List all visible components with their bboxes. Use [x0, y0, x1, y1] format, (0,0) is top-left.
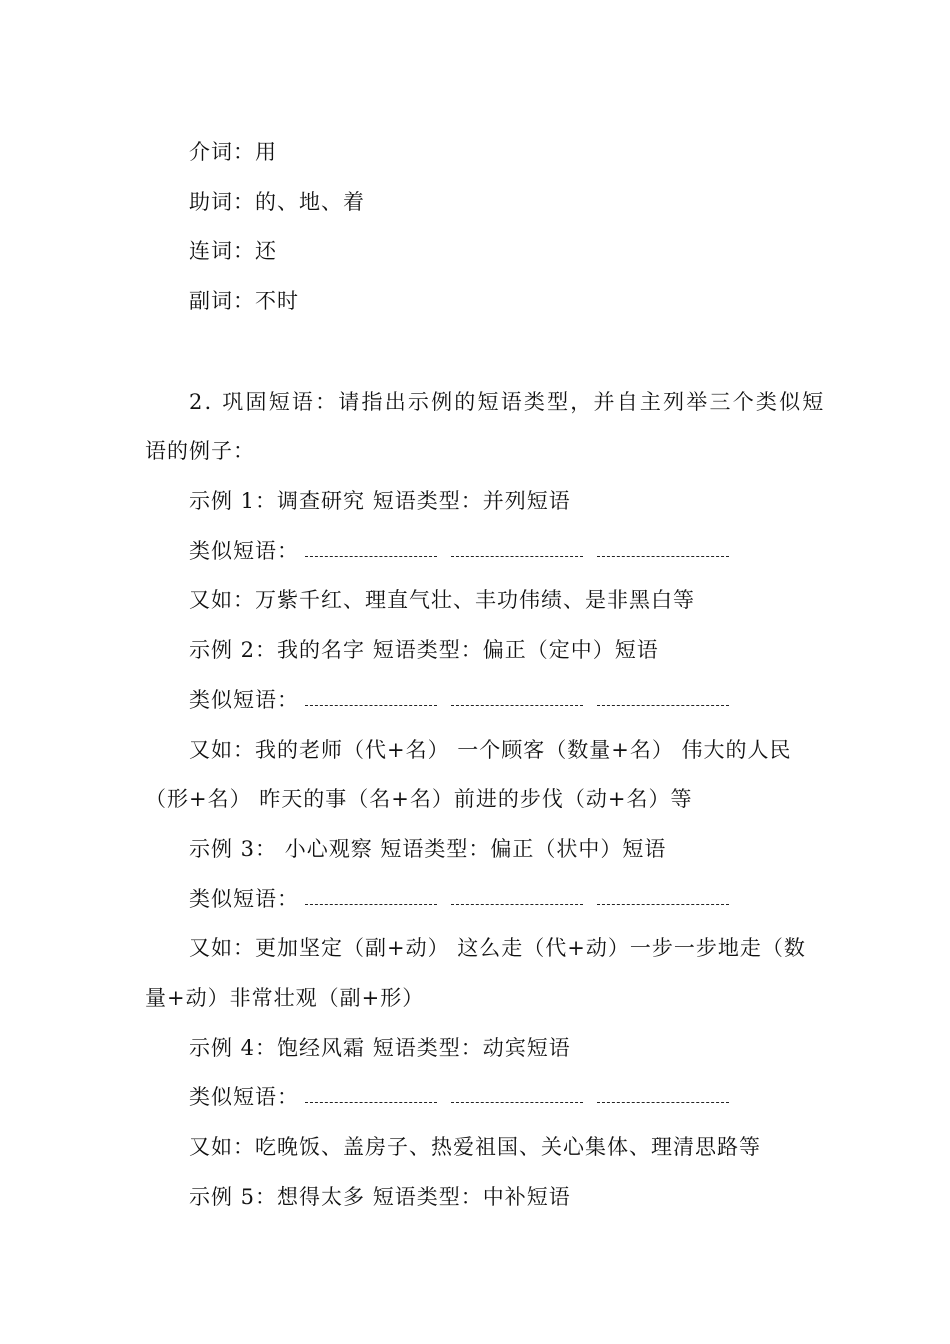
answer-blanks [305, 688, 743, 716]
pos-conjunction-line: 连词：还 [189, 239, 277, 263]
answer-blank[interactable] [597, 705, 729, 706]
answer-blanks [305, 1085, 743, 1113]
exercise-title-line1: 2. 巩固短语：请指出示例的短语类型，并自主列举三个类似短 [189, 390, 826, 414]
example-1-more-line: 又如：万紫千红、理直气壮、丰功伟绩、是非黑白等 [189, 588, 695, 612]
example-4-line: 示例 4：饱经风霜 短语类型：动宾短语 [189, 1036, 571, 1060]
example-1-line: 示例 1：调查研究 短语类型：并列短语 [189, 489, 571, 513]
example-2-line: 示例 2：我的名字 短语类型：偏正（定中）短语 [189, 638, 659, 662]
answer-blank[interactable] [451, 904, 583, 905]
answer-blank[interactable] [451, 1102, 583, 1103]
example-3-line: 示例 3： 小心观察 短语类型：偏正（状中）短语 [189, 837, 667, 861]
example-4-more-line: 又如：吃晚饭、盖房子、热爱祖国、关心集体、理清思路等 [189, 1135, 761, 1159]
answer-blank[interactable] [305, 1102, 437, 1103]
answer-blank[interactable] [451, 705, 583, 706]
similar-phrases-label: 类似短语： [189, 688, 299, 712]
similar-phrases-row-3 [189, 885, 743, 915]
example-2-more-line1: 又如：我的老师（代+名） 一个顾客（数量+名） 伟大的人民 [189, 738, 792, 762]
answer-blank[interactable] [305, 556, 437, 557]
example-3-more-line1: 又如：更加坚定（副+动） 这么走（代+动）一步一步地走（数 [189, 936, 806, 960]
exercise-title-line2: 语的例子： [145, 439, 255, 463]
example-5-line: 示例 5：想得太多 短语类型：中补短语 [189, 1185, 571, 1209]
pos-adverb-line: 副词：不时 [189, 289, 299, 313]
answer-blanks [305, 887, 743, 915]
similar-phrases-label: 类似短语： [189, 539, 299, 563]
answer-blanks [305, 539, 743, 567]
pos-preposition-line: 介词：用 [189, 140, 277, 164]
similar-phrases-row-4 [189, 1083, 743, 1113]
answer-blank[interactable] [305, 904, 437, 905]
example-2-more-line2: （形+名） 昨天的事（名+名）前进的步伐（动+名）等 [145, 787, 693, 811]
similar-phrases-row-1 [189, 537, 743, 567]
similar-phrases-row-2 [189, 686, 743, 716]
answer-blank[interactable] [597, 904, 729, 905]
similar-phrases-label: 类似短语： [189, 887, 299, 911]
answer-blank[interactable] [597, 1102, 729, 1103]
answer-blank[interactable] [451, 556, 583, 557]
pos-particle-line: 助词：的、地、着 [189, 190, 365, 214]
answer-blank[interactable] [305, 705, 437, 706]
similar-phrases-label: 类似短语： [189, 1085, 299, 1109]
answer-blank[interactable] [597, 556, 729, 557]
example-3-more-line2: 量+动）非常壮观（副+形） [145, 986, 425, 1010]
